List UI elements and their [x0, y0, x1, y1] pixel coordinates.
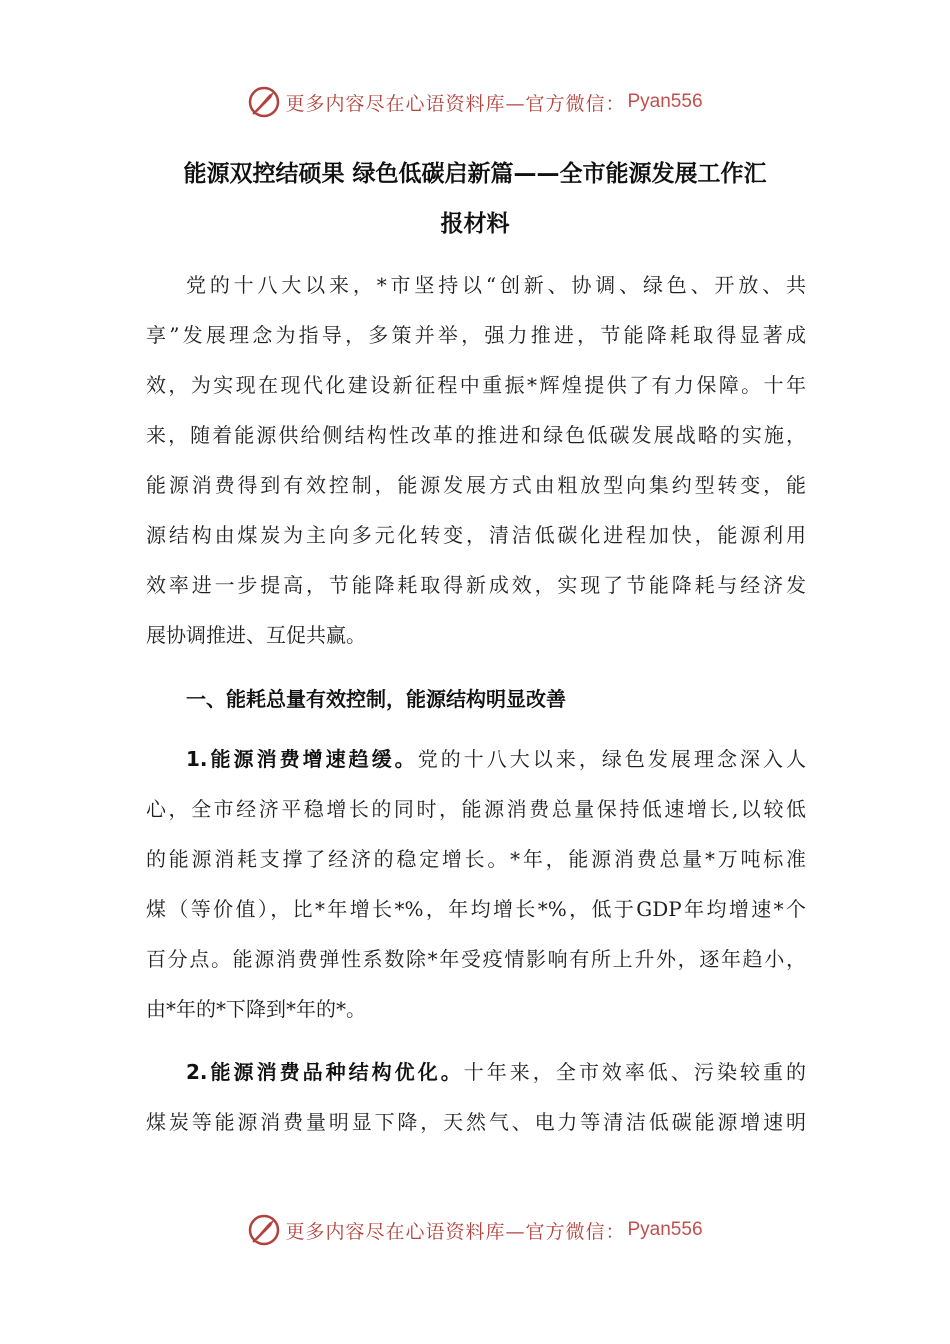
item1-line: 百分点。能源消费弹性系数除*年受疫情影响有所上升外，逐年趋小， — [146, 947, 806, 971]
banner-text: 更多内容尽在心语资料库—官方微信： — [285, 92, 626, 115]
document-title-line-2: 报材料 — [440, 211, 510, 237]
item2-lead: 2.能源消费品种结构优化。 — [186, 1060, 464, 1084]
intro-line: 效，为实现在现代化建设新征程中重振*辉煌提供了有力保障。十年 — [146, 373, 806, 397]
quill-logo-icon — [247, 85, 281, 119]
intro-line: 展协调推进、互促共赢。 — [146, 623, 366, 647]
intro-line: 效率进一步提高，节能降耗取得新成效，实现了节能降耗与经济发 — [146, 573, 806, 597]
intro-line: 党的十八大以来，*市坚持以“创新、协调、绿色、开放、共 — [186, 273, 806, 297]
intro-line: 来，随着能源供给侧结构性改革的推进和绿色低碳发展战略的实施， — [146, 423, 806, 447]
footer-banner — [0, 1210, 950, 1250]
banner-text: 更多内容尽在心语资料库—官方微信： — [285, 1220, 626, 1243]
intro-line: 能源消费得到有效控制，能源发展方式由粗放型向集约型转变，能 — [146, 473, 806, 497]
item1-line: 由*年的*下降到*年的*。 — [146, 997, 366, 1021]
item1-lead: 1.能源消费增速趋缓。 — [186, 747, 418, 771]
item2-first-line — [186, 1059, 806, 1085]
item2-line: 煤炭等能源消费量明显下降，天然气、电力等清洁低碳能源增速明 — [146, 1110, 806, 1134]
item1-line: 心，全市经济平稳增长的同时，能源消费总量保持低速增长,以较低 — [146, 797, 806, 821]
header-banner — [0, 82, 950, 122]
intro-line: 享”发展理念为指导，多策并举，强力推进，节能降耗取得显著成 — [146, 323, 806, 347]
quill-logo-icon — [247, 1213, 281, 1247]
banner-wechat-id: Pyan556 — [627, 1219, 703, 1240]
item1-first-rest: 党的十八大以来，绿色发展理念深入人 — [417, 747, 807, 771]
item1-line: 煤（等价值），比*年增长*%，年均增长*%，低于GDP年均增速*个 — [146, 897, 806, 921]
banner-wechat-id: Pyan556 — [627, 91, 703, 112]
section-heading: 一、能耗总量有效控制，能源结构明显改善 — [186, 687, 566, 711]
item1-first-line — [186, 746, 806, 772]
intro-line: 源结构由煤炭为主向多元化转变，清洁低碳化进程加快，能源利用 — [146, 523, 806, 547]
document-title-line-1: 能源双控结硕果 绿色低碳启新篇——全市能源发展工作汇 — [183, 161, 767, 187]
item2-first-rest: 十年来，全市效率低、污染较重的 — [463, 1060, 807, 1084]
item1-line: 的能源消耗支撑了经济的稳定增长。*年，能源消费总量*万吨标准 — [146, 847, 806, 871]
